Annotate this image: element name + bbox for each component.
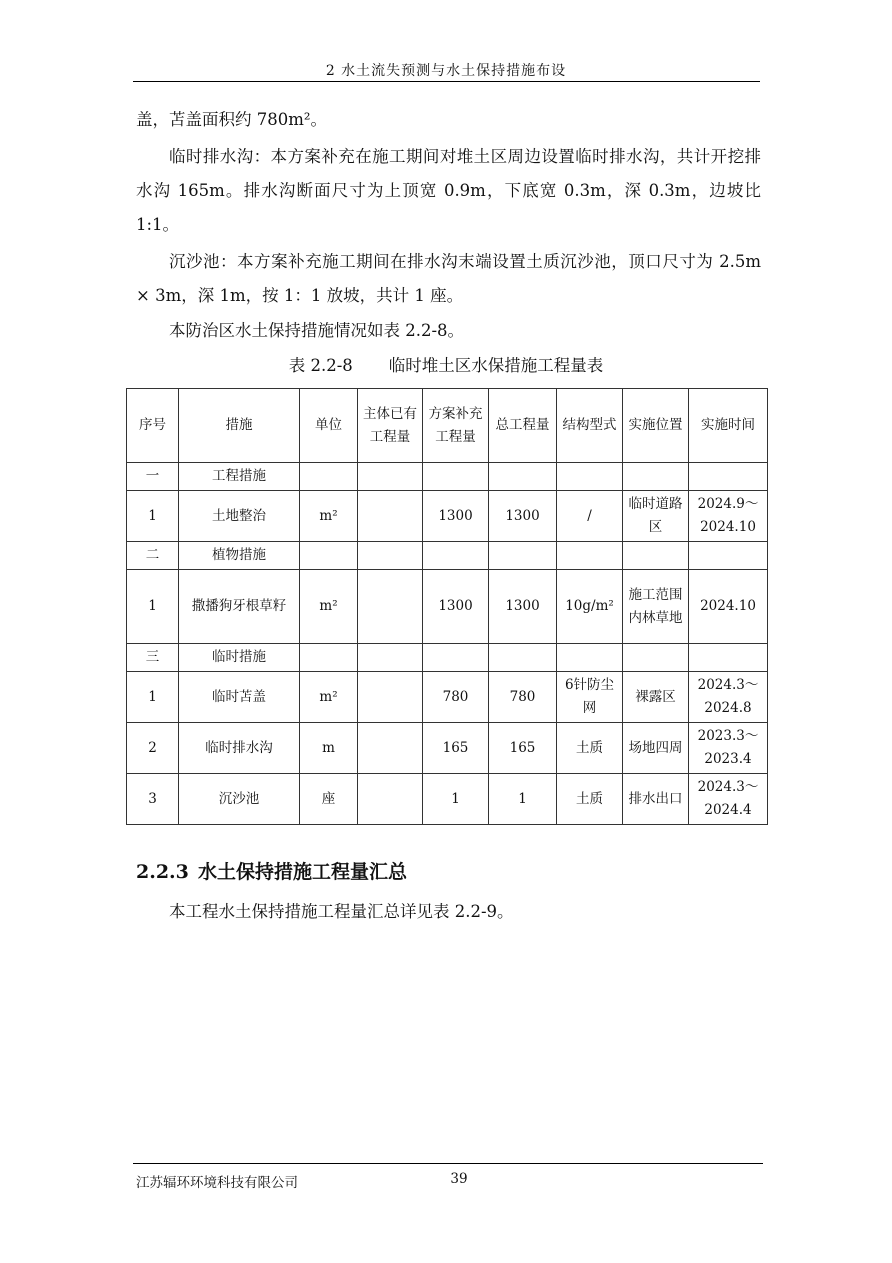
- cell-no: 1: [127, 570, 179, 644]
- section-number: 2.2.3: [136, 861, 189, 883]
- cell-measure: 土地整治: [179, 491, 300, 542]
- cell-no: 1: [127, 491, 179, 542]
- paragraph-table-intro: 本防治区水土保持措施情况如表 2.2-8。: [169, 321, 465, 340]
- section-name: 植物措施: [179, 542, 300, 570]
- cell-total: 1300: [489, 491, 557, 542]
- cell-structure: 6针防尘网: [557, 672, 623, 723]
- section-heading: [136, 857, 407, 884]
- cell-no: 1: [127, 672, 179, 723]
- header-total: 总工程量: [489, 389, 557, 463]
- table-row: [127, 774, 768, 825]
- cell-total: 780: [489, 672, 557, 723]
- table-row: [127, 491, 768, 542]
- cell-location: 施工范围内林草地: [623, 570, 689, 644]
- cell-supplement: 1300: [423, 570, 489, 644]
- table-row: [127, 723, 768, 774]
- cell-measure: 临时苫盖: [179, 672, 300, 723]
- cell-existing: [358, 672, 423, 723]
- cell-time: 2023.3～2023.4: [689, 723, 768, 774]
- cell-existing: [358, 491, 423, 542]
- cell-measure: 临时排水沟: [179, 723, 300, 774]
- header-unit: 单位: [300, 389, 358, 463]
- table-row: [127, 570, 768, 644]
- cell-location: 裸露区: [623, 672, 689, 723]
- section-no: 二: [127, 542, 179, 570]
- cell-time: 2024.9～2024.10: [689, 491, 768, 542]
- section-row: [127, 542, 768, 570]
- footer-rule: [133, 1163, 763, 1164]
- table-caption-title: 临时堆土区水保措施工程量表: [388, 356, 604, 375]
- section-name: 临时措施: [179, 644, 300, 672]
- cell-existing: [358, 774, 423, 825]
- cell-unit: m²: [300, 672, 358, 723]
- page-number: 39: [450, 1171, 468, 1187]
- cell-unit: m²: [300, 570, 358, 644]
- section-title: 水土保持措施工程量汇总: [198, 861, 408, 883]
- paragraph-drainage-ditch: 临时排水沟：本方案补充在施工期间对堆土区周边设置临时排水沟，共计开挖排水沟 165m。排水沟断面尺寸为上顶宽 0.9m，下底宽 0.3m，深 0.3m，边坡比 1:1。: [136, 147, 761, 234]
- header-existing: 主体已有工程量: [358, 389, 423, 463]
- footer-company: 江苏辐环环境科技有限公司: [136, 1175, 298, 1191]
- cell-supplement: 165: [423, 723, 489, 774]
- cell-no: 3: [127, 774, 179, 825]
- cell-location: 排水出口: [623, 774, 689, 825]
- cell-total: 1: [489, 774, 557, 825]
- section-row: [127, 644, 768, 672]
- cell-structure: 土质: [557, 774, 623, 825]
- cell-location: 场地四周: [623, 723, 689, 774]
- cell-time: 2024.3～2024.4: [689, 774, 768, 825]
- header-rule: [133, 81, 760, 82]
- cell-structure: /: [557, 491, 623, 542]
- cell-time: 2024.3～2024.8: [689, 672, 768, 723]
- measures-table: [126, 388, 768, 825]
- cell-measure: 撒播狗牙根草籽: [179, 570, 300, 644]
- cell-supplement: 1300: [423, 491, 489, 542]
- paragraph-summary: 本工程水土保持措施工程量汇总详见表 2.2-9。: [169, 902, 514, 921]
- header-no: 序号: [127, 389, 179, 463]
- cell-no: 2: [127, 723, 179, 774]
- cell-unit: m²: [300, 491, 358, 542]
- cell-unit: 座: [300, 774, 358, 825]
- section-row: [127, 463, 768, 491]
- cell-total: 165: [489, 723, 557, 774]
- cell-unit: m: [300, 723, 358, 774]
- table-row: [127, 672, 768, 723]
- header-structure: 结构型式: [557, 389, 623, 463]
- header-time: 实施时间: [689, 389, 768, 463]
- cell-supplement: 1: [423, 774, 489, 825]
- cell-existing: [358, 723, 423, 774]
- section-name: 工程措施: [179, 463, 300, 491]
- table-header-row: [127, 389, 768, 463]
- header-location: 实施位置: [623, 389, 689, 463]
- paragraph-sedimentation-tank: 沉沙池：本方案补充施工期间在排水沟末端设置土质沉沙池，顶口尺寸为 2.5m × 3m，深 1m，按 1：1 放坡，共计 1 座。: [136, 252, 761, 305]
- section-no: 一: [127, 463, 179, 491]
- page-header: 2 水土流失预测与水土保持措施布设: [325, 63, 567, 79]
- cell-total: 1300: [489, 570, 557, 644]
- cell-supplement: 780: [423, 672, 489, 723]
- cell-time: 2024.10: [689, 570, 768, 644]
- header-supplement: 方案补充工程量: [423, 389, 489, 463]
- paragraph-cover: 盖，苫盖面积约 780m²。: [136, 110, 327, 129]
- table-caption: [0, 352, 892, 376]
- cell-location: 临时道路区: [623, 491, 689, 542]
- cell-structure: 10g/m²: [557, 570, 623, 644]
- table-caption-number: 表 2.2-8: [288, 356, 353, 375]
- cell-measure: 沉沙池: [179, 774, 300, 825]
- header-measure: 措施: [179, 389, 300, 463]
- cell-structure: 土质: [557, 723, 623, 774]
- cell-existing: [358, 570, 423, 644]
- section-no: 三: [127, 644, 179, 672]
